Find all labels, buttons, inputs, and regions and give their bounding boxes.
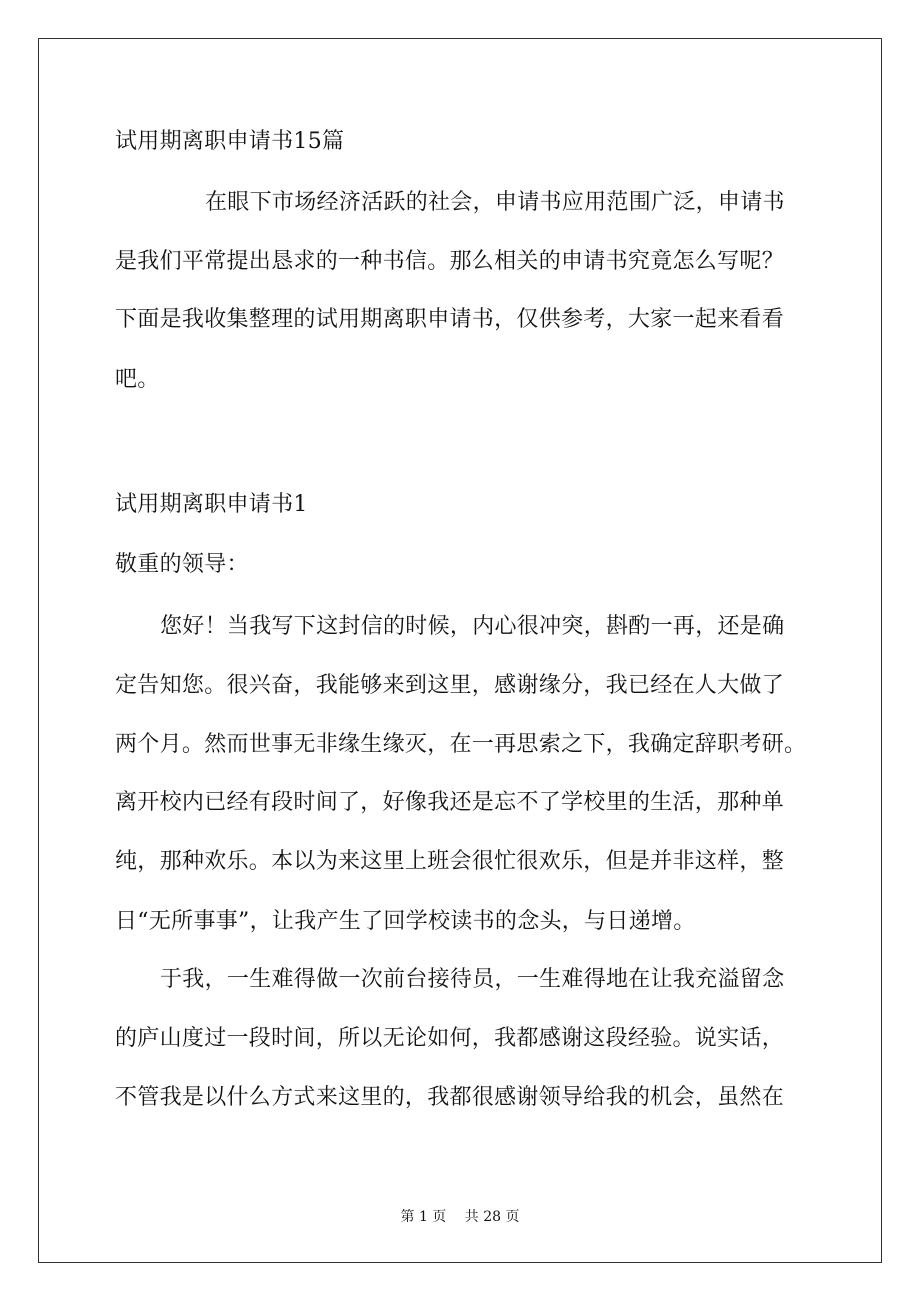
page-number: 第 1 页 共 28 页 xyxy=(400,1209,520,1225)
body-line: 定告知您。很兴奋，我能够来到这里，感谢缘分，我已经在人大做了 xyxy=(115,673,785,698)
document-title: 试用期离职申请书15篇 xyxy=(115,129,345,154)
body-line: 您好！当我写下这封信的时候，内心很冲突，斟酌一再，还是确 xyxy=(160,614,785,639)
intro-line: 在眼下市场经济活跃的社会，申请书应用范围广泛，申请书 xyxy=(205,190,785,215)
body-line: 于我，一生难得做一次前台接待员，一生难得地在让我充溢留念 xyxy=(160,967,785,992)
intro-line: 是我们平常提出恳求的一种书信。那么相关的申请书究竟怎么写呢？ xyxy=(115,249,785,274)
body-line: 两个月。然而世事无非缘生缘灭，在一再思索之下，我确定辞职考研。 xyxy=(115,732,807,757)
body-line: 日“无所事事”，让我产生了回学校读书的念头，与日递增。 xyxy=(115,909,696,934)
intro-line: 下面是我收集整理的试用期离职申请书，仅供参考，大家一起来看看 xyxy=(115,307,785,332)
body-line: 离开校内已经有段时间了，好像我还是忘不了学校里的生活，那种单 xyxy=(115,790,785,815)
intro-line: 吧。 xyxy=(115,367,160,392)
section-heading: 试用期离职申请书1 xyxy=(115,492,308,517)
body-line: 不管我是以什么方式来这里的，我都很感谢领导给我的机会，虽然在 xyxy=(115,1085,785,1110)
body-line: 纯，那种欢乐。本以为来这里上班会很忙很欢乐，但是并非这样，整 xyxy=(115,849,785,874)
salutation: 敬重的领导： xyxy=(115,552,249,577)
page-border xyxy=(38,38,882,1263)
body-line: 的庐山度过一段时间，所以无论如何，我都感谢这段经验。说实话， xyxy=(115,1026,785,1051)
